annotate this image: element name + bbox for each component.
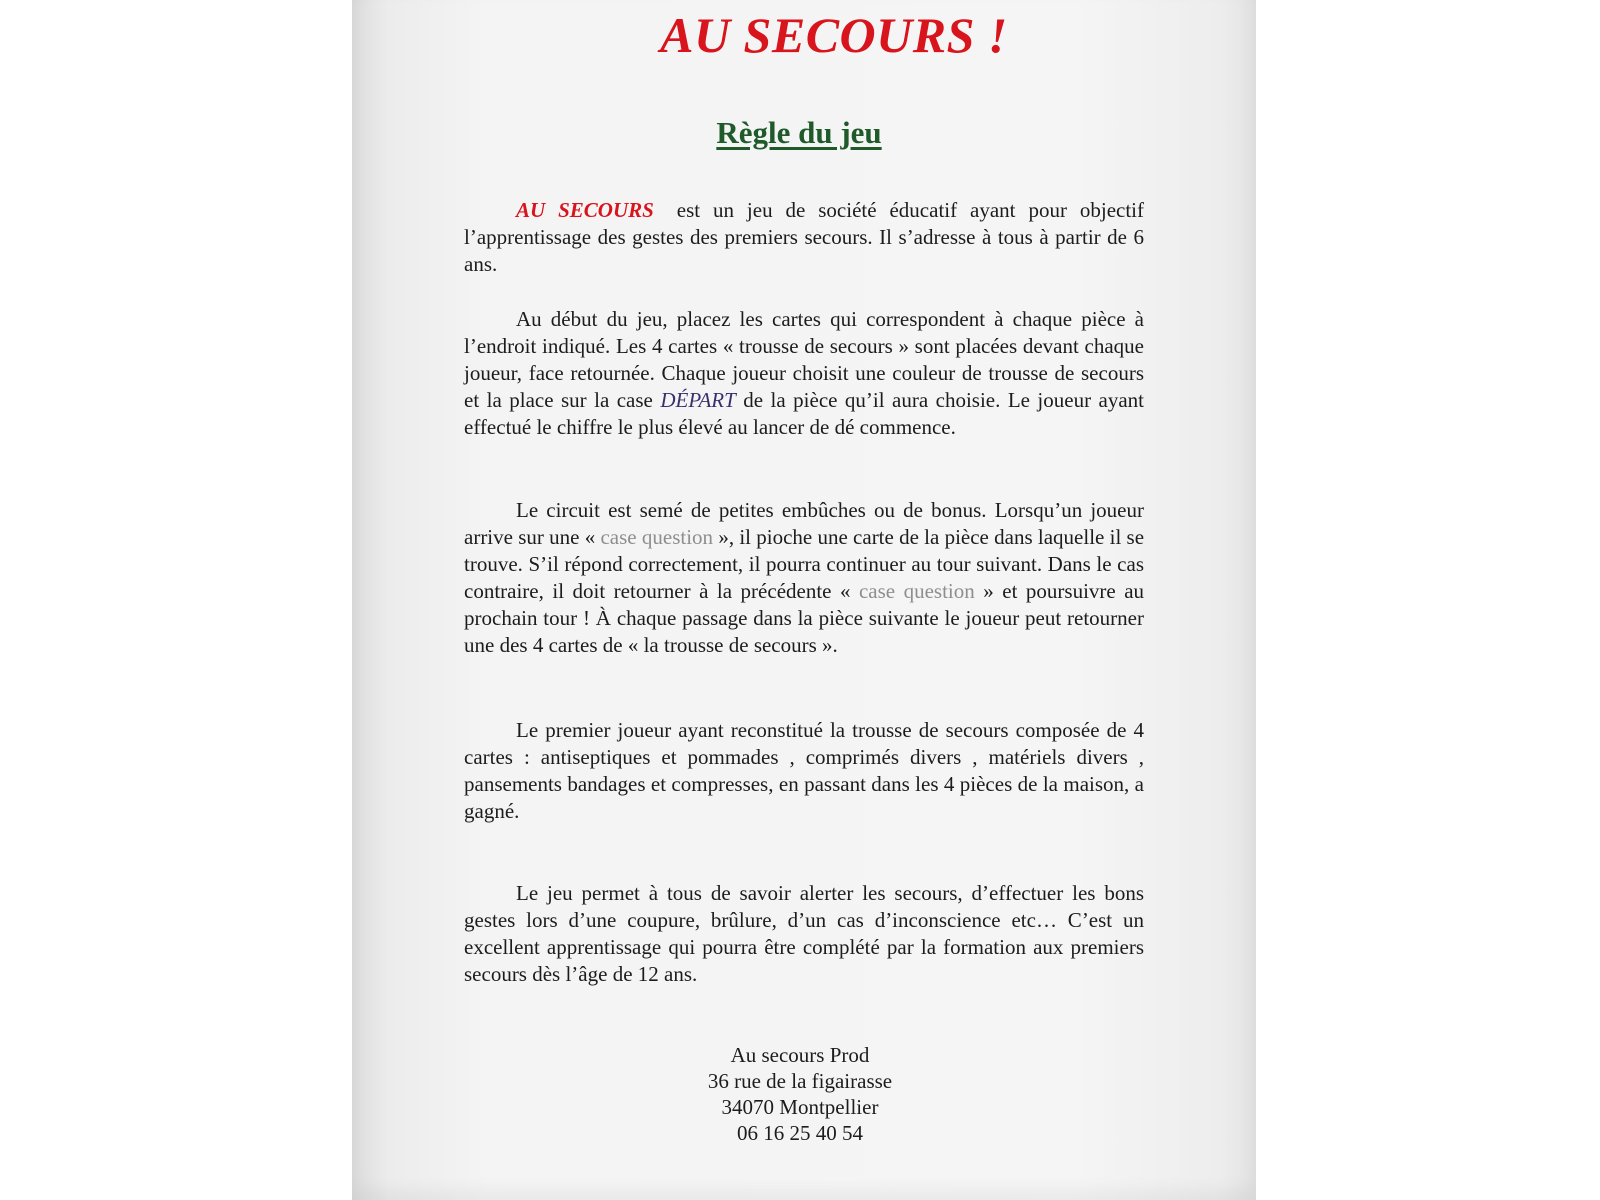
depart-highlight: DÉPART [660,388,736,412]
circuit-text-3: » et poursuivre au prochain tour ! À chaque passage dans la pièce suivante le joueur peut retourner une des 4 cartes de « la trousse de secours ». [464,579,1145,657]
phone-number: 06 16 25 40 54 [737,1121,863,1145]
circuit-text-2: », il pioche une carte de la pièce dans laquelle il se trouve. S’il répond correctement, il pourra continuer au tour suivant. Dans le cas contraire, il doit retourner à la précédente « [464,525,1145,603]
contact-address [352,1042,1256,1146]
intro-text: est un jeu de société éducatif ayant pour objectif l’apprentissage des gestes des premiers secours. Il s’adresse à tous à partir de 6 ans. [464,198,1145,276]
company-name: Au secours Prod [730,1043,870,1067]
circuit-text-1: Le circuit est semé de petites embûches ou de bonus. Lorsqu’un joueur arrive sur une « [464,498,1144,549]
learning-paragraph: Le jeu permet à tous de savoir alerter les secours, d’effectuer les bons gestes lors d’une coupure, brûlure, d’un cas d’inconscience etc… C’est un excellent apprentissage qui pourra être complété par la formation aux premiers secours dès l’âge de 12 ans. [464,881,1144,986]
setup-text-before: Au début du jeu, placez les cartes qui correspondent à chaque pièce à l’endroit indiqué. Les 4 cartes « trousse de secours » sont placées devant chaque joueur, face retournée. Chaque joueur choisit une couleur de trousse de secours et la place sur la case [464,307,1144,412]
brand-name: AU SECOURS [516,198,654,222]
setup-text-after: de la pièce qu’il aura choisie. Le joueur ayant effectué le chiffre le plus élevé au lancer de dé commence. [464,388,1145,439]
winner-paragraph: Le premier joueur ayant reconstitué la trousse de secours composée de 4 cartes : antiseptiques et pommades , comprimés divers , matériels divers , pansements bandages et compresses, en passant dans les 4 pièces de la maison, a gagné. [464,718,1144,823]
setup-paragraph [464,306,1144,441]
city-address: 34070 Montpellier [721,1095,879,1119]
case-question-term: case question [858,579,975,603]
case-question-term: case question [600,525,714,549]
rules-heading: Règle du jeu [716,115,882,150]
paper-sheet [352,0,1256,1200]
street-address: 36 rue de la figairasse [707,1069,893,1093]
intro-paragraph [464,197,1144,278]
circuit-paragraph [464,497,1144,659]
game-title: AU SECOURS ! [660,7,1008,63]
